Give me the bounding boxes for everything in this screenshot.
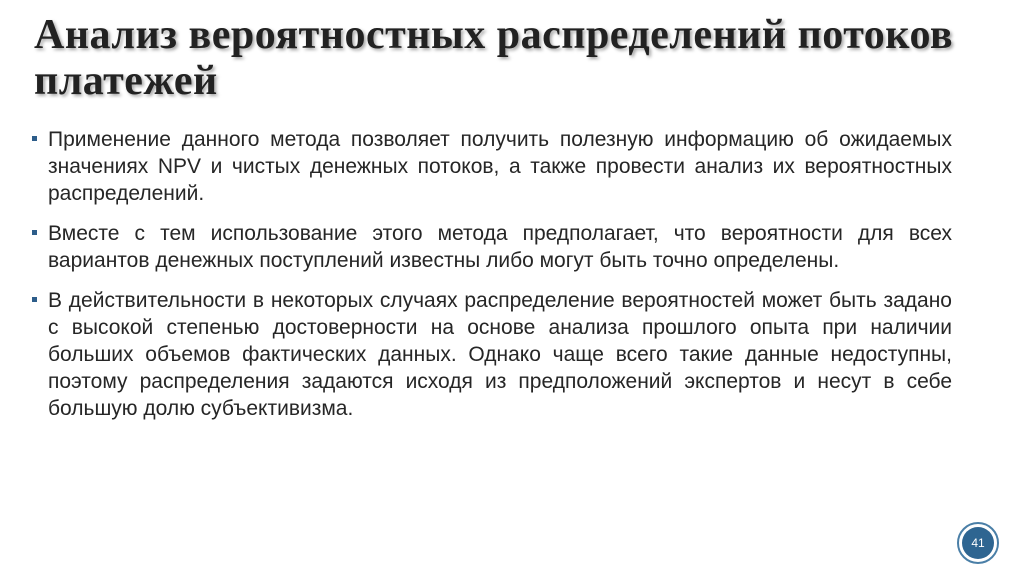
bullet-text: Применение данного метода позволяет получить полезную информацию об ожидаемых значениях NPV и чистых денежных потоков, а также провести анализ их вероятностных распределений. — [48, 128, 952, 205]
page-number: 41 — [962, 527, 994, 559]
slide-title: Анализ вероятностных распределений потоков платежей — [34, 12, 954, 104]
bullet-marker-icon — [32, 297, 37, 302]
bullet-item — [32, 287, 952, 422]
bullet-marker-icon — [32, 230, 37, 235]
bullet-text: Вместе с тем использование этого метода предполагает, что вероятности для всех вариантов денежных поступлений известны либо могут быть точно определены. — [48, 222, 952, 272]
bullet-item — [32, 220, 952, 274]
bullet-list — [32, 126, 952, 435]
bullet-marker-icon — [32, 136, 37, 141]
bullet-item — [32, 126, 952, 207]
bullet-text: В действительности в некоторых случаях распределение вероятностей может быть задано с высокой степенью достоверности на основе анализа прошлого опыта при наличии больших объемов фактических данных. Однако чаще всего такие данные недоступны, поэтому распределения задаются исходя из предположений экспертов и несут в себе большую долю субъективизма. — [48, 289, 952, 420]
page-number-badge — [957, 522, 999, 564]
